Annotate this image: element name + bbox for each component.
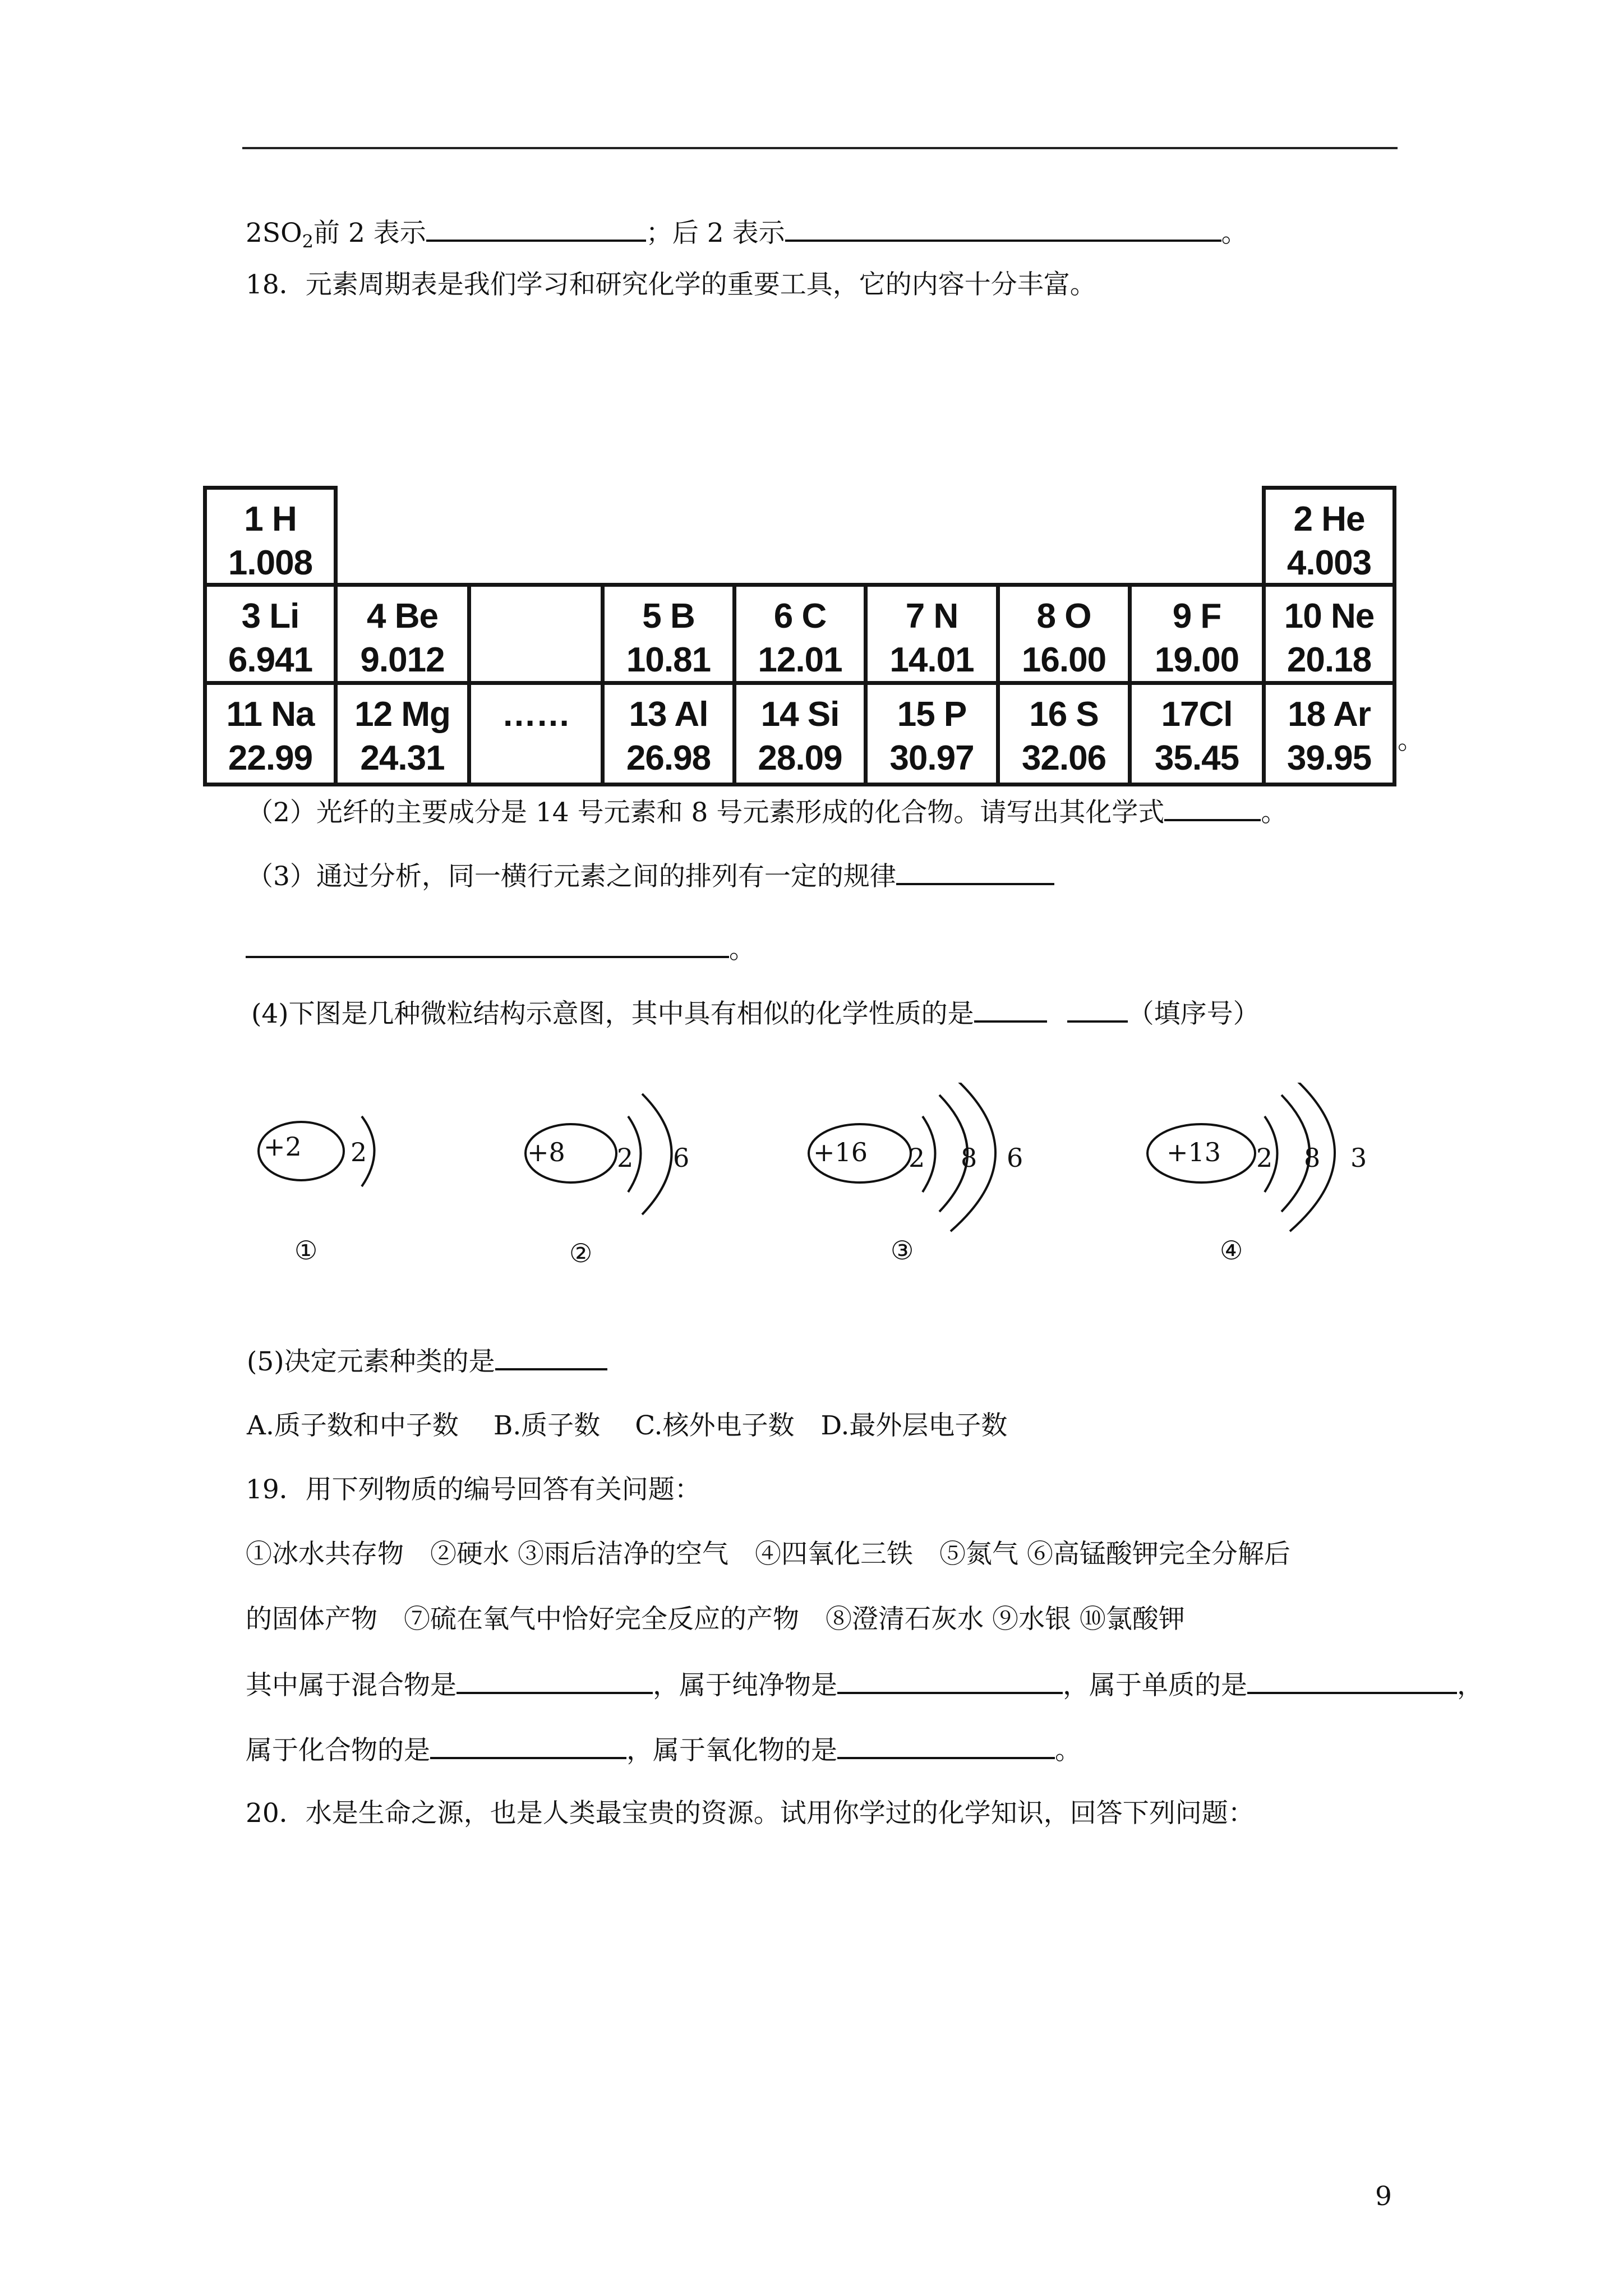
- answer-blank[interactable]: [1164, 794, 1261, 821]
- answer-blank[interactable]: [837, 1667, 1063, 1694]
- answer-blank[interactable]: [430, 1732, 626, 1759]
- answer-blank[interactable]: [896, 858, 1054, 885]
- answer-blank[interactable]: [1067, 996, 1128, 1023]
- shell-count: 2: [1256, 1143, 1273, 1173]
- formula: $2SO_2$: [246, 218, 313, 252]
- answer-blank[interactable]: [785, 215, 1221, 242]
- page-number: 9: [1375, 2181, 1392, 2212]
- pt-cell-ellipsis: ……: [467, 681, 605, 786]
- nucleus-charge: +8: [527, 1137, 565, 1167]
- q19-line2: 的固体产物 ⑦硫在氧气中恰好完全反应的产物 ⑧澄清石灰水 ⑨水银 ⑩氯酸钾: [246, 1604, 1185, 1635]
- answer-blank[interactable]: [837, 1732, 1055, 1759]
- shell-count: 6: [673, 1143, 690, 1173]
- q18-part5: (5)决定元素种类的是: [247, 1343, 607, 1379]
- atom-structure-diagrams: [241, 1083, 1419, 1290]
- pt-cell-f: 9 F 19.00: [1128, 583, 1266, 685]
- shell-count: 2: [351, 1137, 367, 1167]
- shell-count: 3: [1350, 1143, 1367, 1173]
- q19-line3: 其中属于混合物是 ，属于纯净物是 ，属于单质的是 ，: [246, 1667, 1483, 1703]
- answer-blank[interactable]: [495, 1343, 607, 1370]
- pt-cell-li: 3 Li 6.941: [203, 583, 338, 685]
- pt-cell-c: 6 C 12.01: [732, 583, 868, 685]
- answer-blank[interactable]: [246, 931, 729, 958]
- answer-blank[interactable]: [457, 1667, 653, 1694]
- q18-part5-options: A.质子数和中子数 B.质子数 C.核外电子数 D.最外层电子数: [247, 1410, 1008, 1441]
- pt-cell-si: 14 Si 28.09: [732, 681, 868, 786]
- pt-cell-cl: 17Cl 35.45: [1128, 681, 1266, 786]
- q18-part2: （2）光纤的主要成分是 14 号元素和 8 号元素形成的化合物。请写出其化学式 。: [247, 794, 1287, 830]
- diagram-label: ④: [1220, 1235, 1243, 1266]
- pt-cell-o: 8 O 16.00: [996, 583, 1132, 685]
- table-trailing-mark: 。: [1398, 725, 1424, 756]
- pt-cell-na: 11 Na 22.99: [203, 681, 338, 786]
- q18-part3: （3）通过分析，同一横行元素之间的排列有一定的规律: [247, 858, 1054, 894]
- q18-intro: 18．元素周期表是我们学习和研究化学的重要工具，它的内容十分丰富。: [246, 269, 1096, 300]
- shell-count: 2: [617, 1143, 634, 1173]
- pt-cell-s: 16 S 32.06: [996, 681, 1132, 786]
- shell-count: 8: [961, 1143, 978, 1173]
- nucleus-charge: +2: [264, 1131, 302, 1162]
- header-rule: [242, 147, 1398, 149]
- q19-line4: 属于化合物的是 ，属于氧化物的是 。: [246, 1732, 1081, 1768]
- pt-cell-he: 2 He 4.003: [1262, 486, 1396, 587]
- q18-part3-cont: 。: [246, 931, 755, 967]
- pt-cell-ar: 18 Ar 39.95: [1262, 681, 1396, 786]
- diagram-label: ①: [294, 1235, 318, 1266]
- pt-cell-h: 1 H 1.008: [203, 486, 338, 587]
- q18-part4: (4)下图是几种微粒结构示意图，其中具有相似的化学性质的是 （填序号）: [251, 996, 1260, 1031]
- answer-blank[interactable]: [1247, 1667, 1457, 1694]
- pt-cell-b: 5 B 10.81: [601, 583, 736, 685]
- pt-cell-gap: [467, 583, 605, 685]
- q20-intro: 20．水是生命之源，也是人类最宝贵的资源。试用你学过的化学知识，回答下列问题：: [246, 1798, 1255, 1829]
- q17-tail-line: $2SO_2$前 2 表示 ；后 2 表示 。: [246, 215, 1248, 258]
- nucleus-charge: +13: [1166, 1137, 1221, 1167]
- diagram-label: ②: [569, 1238, 593, 1268]
- nucleus-charge: +16: [813, 1137, 868, 1167]
- pt-cell-p: 15 P 30.97: [864, 681, 1000, 786]
- answer-blank[interactable]: [426, 215, 646, 242]
- shell-count: 6: [1007, 1143, 1023, 1173]
- shell-count: 2: [909, 1143, 925, 1173]
- pt-cell-al: 13 Al 26.98: [601, 681, 736, 786]
- pt-cell-mg: 12 Mg 24.31: [334, 681, 471, 786]
- q19-line1: ①冰水共存物 ②硬水 ③雨后洁净的空气 ④四氧化三铁 ⑤氮气 ⑥高锰酸钾完全分解后: [246, 1539, 1290, 1570]
- q19-intro: 19．用下列物质的编号回答有关问题：: [246, 1474, 701, 1505]
- shell-count: 8: [1304, 1143, 1321, 1173]
- diagram-label: ③: [891, 1235, 914, 1266]
- electron-shell-icon: [642, 1094, 672, 1214]
- pt-cell-be: 4 Be 9.012: [334, 583, 471, 685]
- pt-cell-ne: 10 Ne 20.18: [1262, 583, 1396, 685]
- pt-cell-n: 7 N 14.01: [864, 583, 1000, 685]
- answer-blank[interactable]: [974, 996, 1047, 1023]
- periodic-table: [203, 486, 1396, 786]
